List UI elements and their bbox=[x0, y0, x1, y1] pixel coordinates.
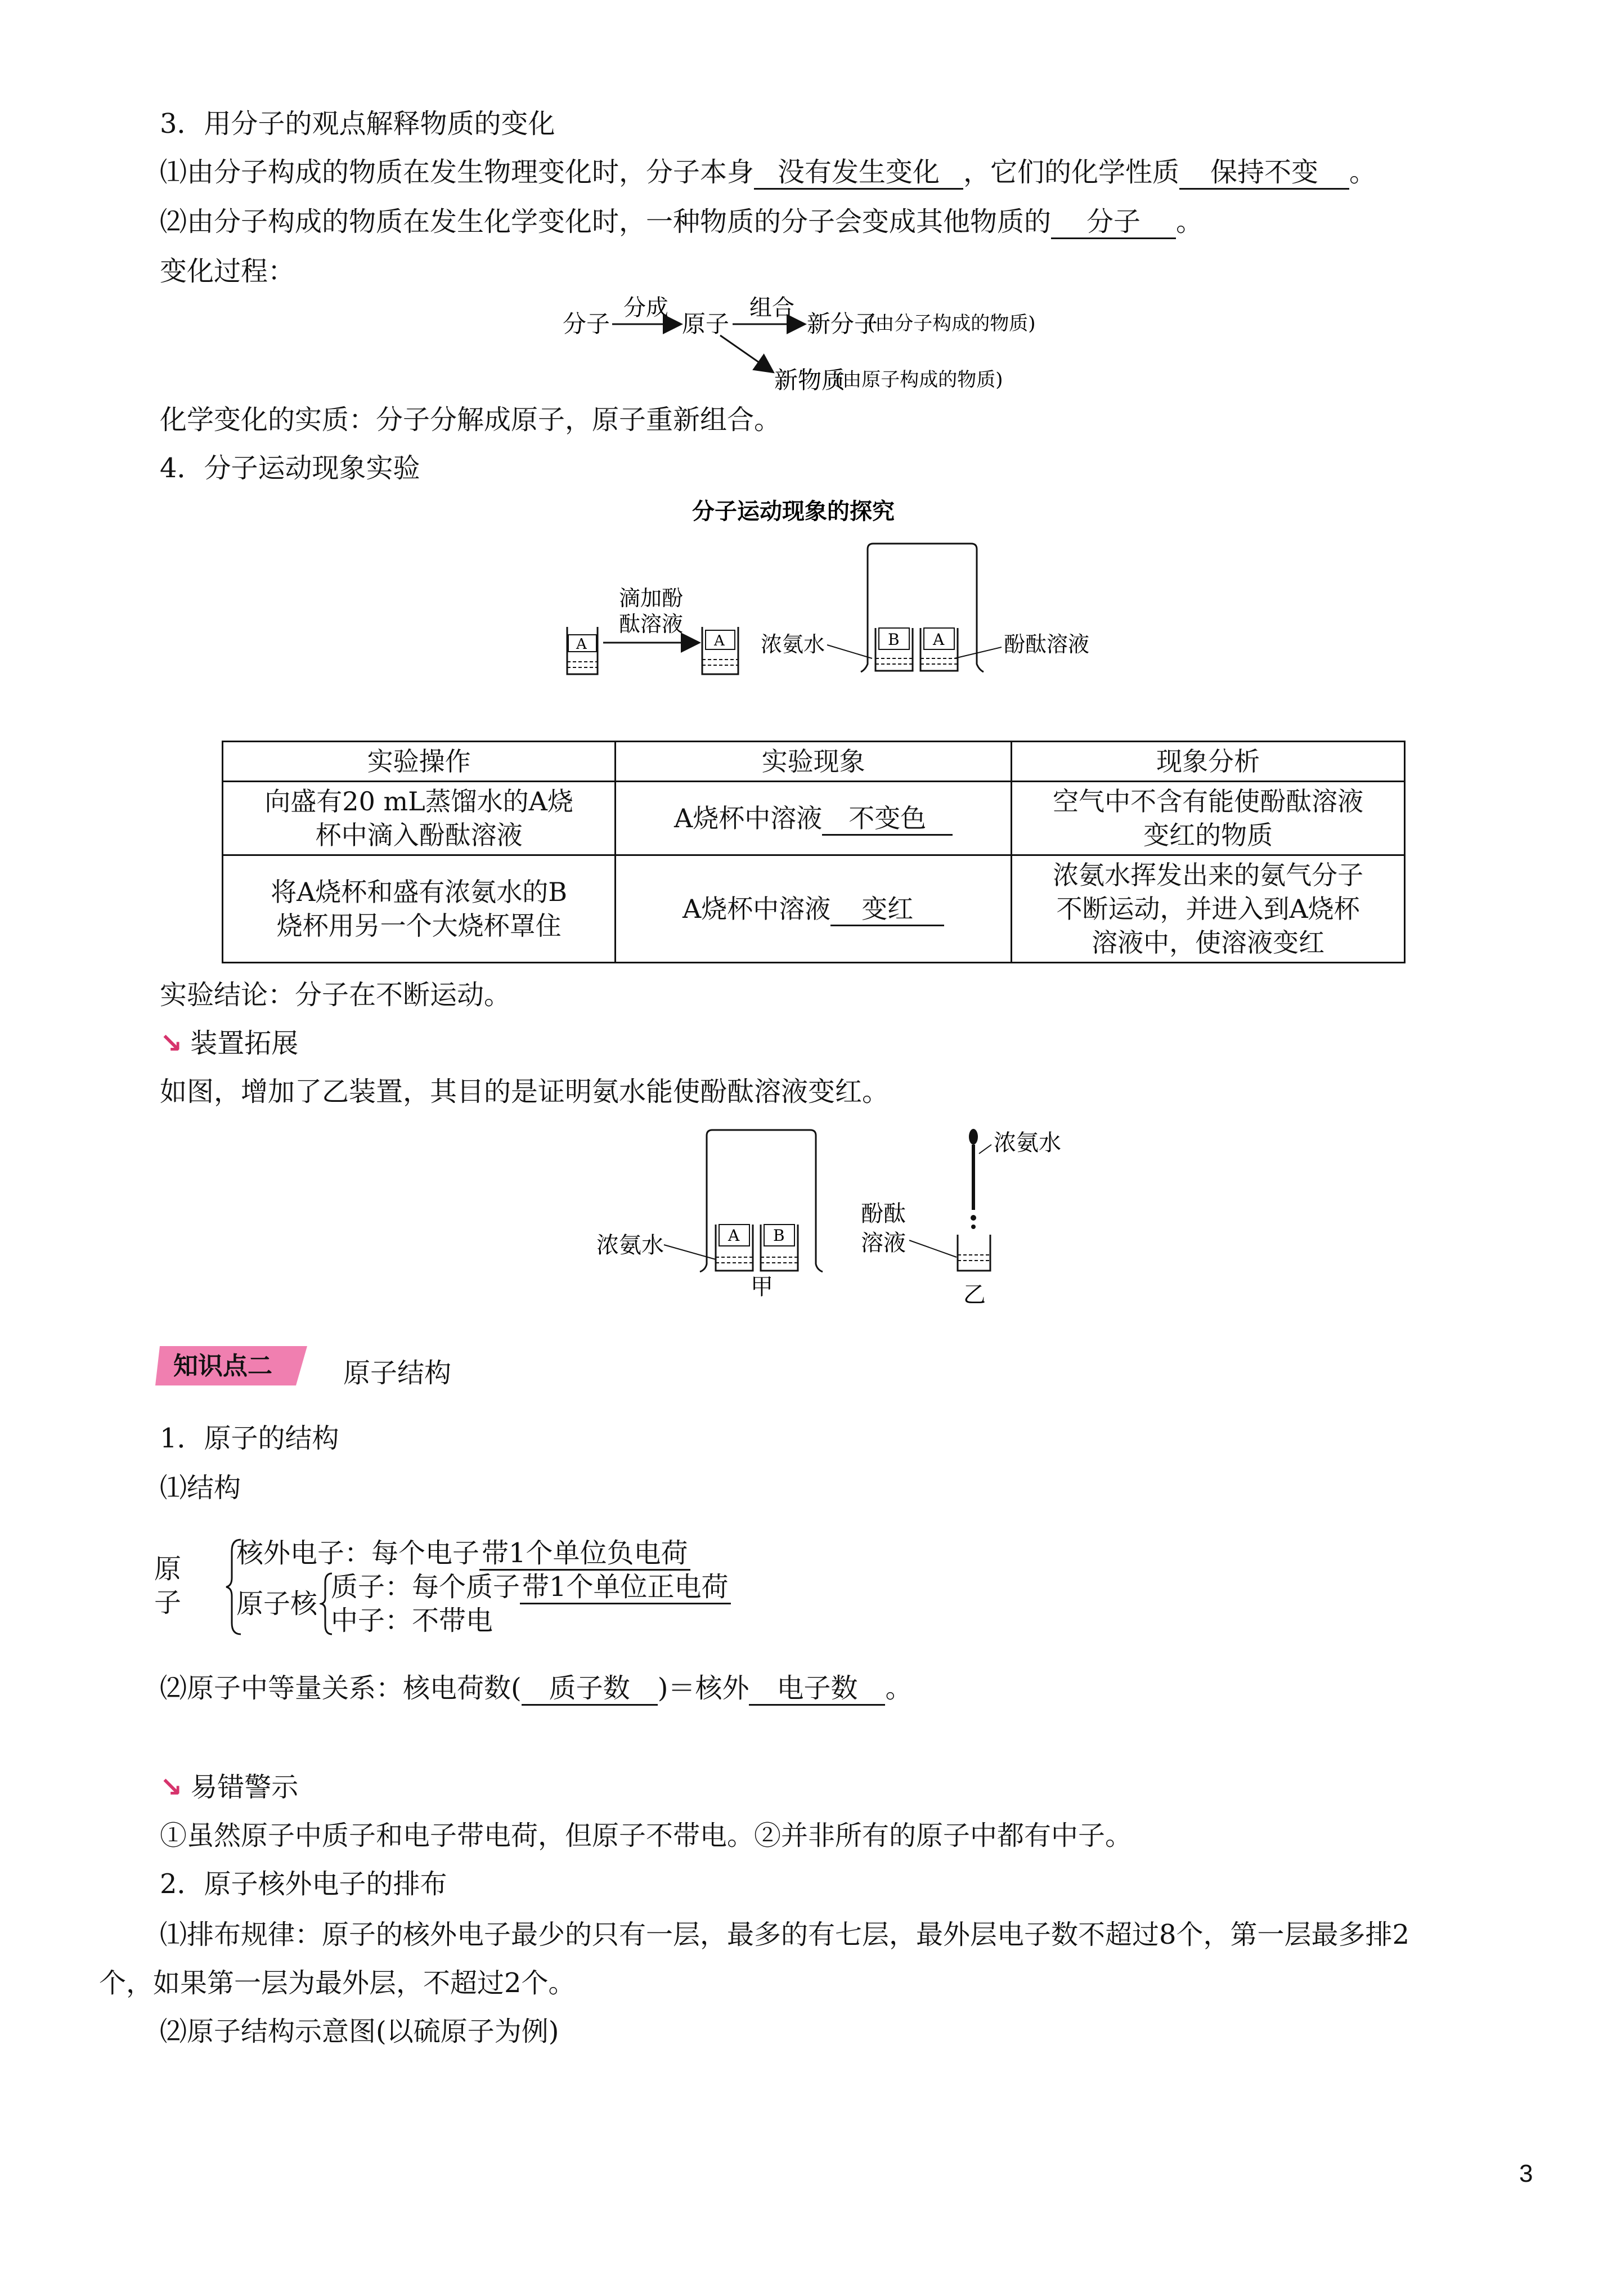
answer-blank: 电子数 bbox=[749, 1672, 885, 1706]
flow-arrow bbox=[720, 335, 772, 371]
label-line bbox=[909, 1240, 957, 1257]
label-line bbox=[979, 1145, 991, 1154]
table-cell: 空气中不含有能使酚酞溶液 变红的物质 bbox=[1012, 782, 1405, 855]
atom-label: 原 子 bbox=[154, 1553, 182, 1618]
svg-text:知识点二: 知识点二 bbox=[173, 1352, 272, 1380]
table-header: 实验现象 bbox=[616, 742, 1012, 782]
table-cell: 向盛有20 mL蒸馏水的A烧 杯中滴入酚酞溶液 bbox=[223, 782, 616, 855]
drop-label: 酞溶液 bbox=[619, 612, 684, 636]
proton-line: 质子：每个质子带1个单位正电荷 bbox=[331, 1570, 731, 1604]
label-line bbox=[827, 645, 872, 658]
arrow-icon: ↘ bbox=[160, 1028, 183, 1059]
phenol-label: 酚酞 bbox=[861, 1201, 906, 1227]
answer-blank: 分子 bbox=[1051, 206, 1176, 239]
knowledge-point-title: 原子结构 bbox=[343, 1357, 452, 1389]
paragraph-physical-change: ⑴由分子构成的物质在发生物理变化时，分子本身 没有发生变化 ，它们的化学性质 保持不变 。 bbox=[160, 155, 1376, 190]
experiment-conclusion: 实验结论：分子在不断运动。 bbox=[160, 979, 511, 1011]
table-row bbox=[223, 855, 1405, 963]
arrangement-rule-continued: 个，如果第一层为最外层，不超过2个。 bbox=[99, 1967, 576, 1999]
flow-new-molecule-note: (由分子构成的物质) bbox=[868, 312, 1036, 335]
flow-new-substance-note: (由原子构成的物质) bbox=[835, 369, 1003, 391]
paragraph-chemical-change: ⑵由分子构成的物质在发生化学变化时，一种物质的分子会变成其他物质的 分子 。 bbox=[160, 205, 1203, 239]
answer-blank: 带1个单位正电荷 bbox=[520, 1571, 731, 1604]
beaker-a-after bbox=[702, 627, 738, 674]
section-heading-3: 3．用分子的观点解释物质的变化 bbox=[160, 108, 555, 140]
large-beaker bbox=[861, 544, 984, 672]
extension-text: 如图，增加了乙装置，其目的是证明氨水能使酚酞溶液变红。 bbox=[160, 1076, 890, 1107]
ammonia-label: 浓氨水 bbox=[761, 632, 825, 657]
svg-text:B: B bbox=[773, 1226, 785, 1245]
change-process-diagram bbox=[551, 293, 1137, 400]
warning-text: ①虽然原子中质子和电子带电荷，但原子不带电。②并非所有的原子中都有中子。 bbox=[160, 1820, 1133, 1851]
flow-split-label: 分成 bbox=[623, 295, 668, 321]
flow-combine-label: 组合 bbox=[749, 295, 794, 321]
table-cell: 将A烧杯和盛有浓氨水的B 烧杯用另一个大烧杯罩住 bbox=[223, 855, 616, 963]
svg-text:A: A bbox=[714, 633, 725, 649]
answer-blank: 没有发生变化 bbox=[754, 156, 963, 190]
neutron-line: 中子：不带电 bbox=[331, 1605, 493, 1636]
svg-text:A: A bbox=[576, 636, 587, 653]
flow-atom: 原子 bbox=[682, 310, 730, 338]
ammonia-left-label: 浓氨水 bbox=[596, 1232, 664, 1258]
jia-label: 甲 bbox=[751, 1274, 773, 1300]
beaker-b bbox=[875, 628, 913, 671]
yi-label: 乙 bbox=[963, 1282, 986, 1308]
drop-label: 滴加酚 bbox=[619, 586, 684, 611]
process-label: 变化过程： bbox=[160, 255, 295, 287]
table-row bbox=[223, 782, 1405, 855]
table-cell: A烧杯中溶液 不变色 bbox=[616, 782, 1012, 855]
molecule-motion-figure bbox=[557, 495, 1137, 687]
flow-molecule: 分子 bbox=[563, 310, 610, 338]
flow-new-substance: 新物质 bbox=[774, 366, 846, 394]
figure-title: 分子运动现象的探究 bbox=[692, 498, 895, 524]
answer-blank: 带1个单位负电荷 bbox=[479, 1537, 690, 1571]
beaker-a-inside bbox=[920, 628, 958, 671]
electron-line: 核外电子：每个电子带1个单位负电荷 bbox=[236, 1536, 690, 1571]
page-number: 3 bbox=[1519, 2160, 1533, 2187]
arrangement-rule: ⑴排布规律：原子的核外电子最少的只有一层，最多的有七层，最外层电子数不超过8个，第一层最多排2 bbox=[160, 1919, 1410, 1950]
table-header: 现象分析 bbox=[1012, 742, 1405, 782]
table-cell: 浓氨水挥发出来的氨气分子 不断运动，并进入到A烧杯 溶液中，使溶液变红 bbox=[1012, 855, 1405, 963]
answer-blank: 保持不变 bbox=[1179, 156, 1349, 190]
beaker-yi bbox=[958, 1235, 990, 1271]
knowledge-point-badge bbox=[154, 1344, 312, 1388]
phenol-label: 溶液 bbox=[861, 1230, 906, 1256]
dropper bbox=[969, 1129, 978, 1229]
equality-relation: ⑵原子中等量关系：核电荷数( 质子数 )＝核外 电子数 。 bbox=[160, 1671, 912, 1706]
beaker-a-left bbox=[567, 627, 598, 674]
svg-text:A: A bbox=[728, 1226, 740, 1245]
arrow-icon: ↘ bbox=[160, 1772, 183, 1803]
warning-title: ↘ 易错警示 bbox=[160, 1772, 299, 1803]
label-line bbox=[664, 1245, 716, 1259]
table-cell: A烧杯中溶液 变红 bbox=[616, 855, 1012, 963]
phenol-label: 酚酞溶液 bbox=[1004, 632, 1090, 657]
nucleus-label: 原子核 bbox=[236, 1588, 318, 1620]
section-heading-4: 4．分子运动现象实验 bbox=[160, 452, 420, 484]
beaker-b bbox=[761, 1225, 798, 1271]
sub-heading-structure: ⑴结构 bbox=[160, 1472, 241, 1504]
svg-text:B: B bbox=[888, 630, 900, 649]
answer-blank: 变红 bbox=[830, 893, 944, 926]
extension-figure bbox=[591, 1120, 1097, 1311]
extension-title: ↘ 装置拓展 bbox=[160, 1028, 299, 1059]
chemical-change-essence: 化学变化的实质：分子分解成原子，原子重新组合。 bbox=[160, 404, 782, 436]
table-header: 实验操作 bbox=[223, 742, 616, 782]
section-heading-atom-structure: 1．原子的结构 bbox=[160, 1423, 339, 1454]
experiment-table bbox=[222, 741, 1406, 963]
sub-heading-structure-diagram: ⑵原子结构示意图(以硫原子为例) bbox=[160, 2016, 559, 2047]
label-line bbox=[954, 647, 1002, 658]
answer-blank: 不变色 bbox=[822, 802, 953, 836]
answer-blank: 质子数 bbox=[522, 1672, 658, 1706]
ammonia-right-label: 浓氨水 bbox=[994, 1130, 1061, 1156]
beaker-a bbox=[716, 1225, 753, 1271]
atom-structure-diagram bbox=[154, 1536, 829, 1649]
flow-new-molecule: 新分子 bbox=[807, 310, 878, 338]
svg-text:A: A bbox=[933, 630, 945, 649]
section-heading-electron-arrangement: 2．原子核外电子的排布 bbox=[160, 1868, 447, 1900]
